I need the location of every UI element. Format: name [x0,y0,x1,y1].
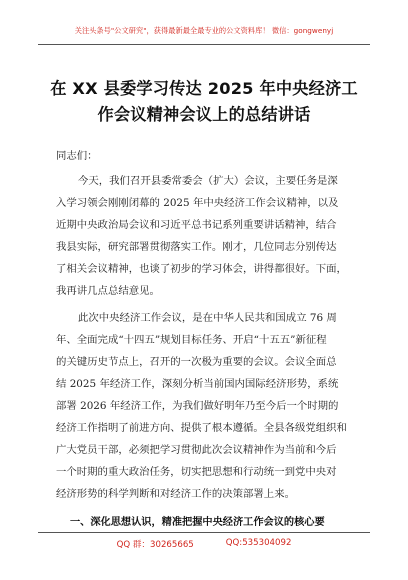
paragraph-line: 年、全面完成“十四五”规划目标任务、开启“十五五”新征程 [56,334,327,346]
footer-qq: QQ:535304092 [225,538,292,548]
footer [0,538,408,550]
paragraph-line: 广大党员干部，必须把学习贯彻此次会议精神作为当前和今后 [56,444,337,456]
header-banner [0,0,408,44]
footer-qq-group: QQ 群：30265665 [116,540,194,550]
paragraph-line: 此次中央经济工作会议，是在中华人民共和国成立 76 周 [78,312,337,324]
salutation: 同志们： [56,150,98,162]
paragraph-line: 一个时期的重大政治任务，切实把思想和行动统一到党中央对 [56,466,337,478]
paragraph-line: 近期中央政治局会议和习近平总书记系列重要讲话精神，结合 [56,219,337,231]
footer-divider [38,532,370,533]
paragraph-line: 的关键历史节点上，召开的一次极为重要的会议。会议全面总 [56,356,337,368]
title-line-1: 在 XX 县委学习传达 2025 年中央经济工 [50,79,358,98]
paragraph-line: 部署 2026 年经济工作，为我们做好明年乃至今后一个时期的 [56,400,339,412]
paragraph-line: 我再讲几点总结意见。 [56,285,160,297]
paragraph-line: 经济工作指明了前进方向、提供了根本遵循。全县各级党组织和 [56,422,347,434]
document-title [40,76,368,128]
paragraph-line: 结 2025 年经济工作，深刻分析当前国内国际经济形势，系统 [56,378,339,390]
paragraph-line: 了相关会议精神，也谈了初步的学习体会，讲得都很好。下面， [56,263,347,275]
header-banner-text: 关注头条号"公文研究"，获得最新最全最专业的公文资料库！ 微信：gongwenyj [74,26,334,35]
header-divider [38,44,370,45]
paragraph-line: 入学习领会刚刚闭幕的 2025 年中央经济工作会议精神，以及 [56,197,339,209]
section-heading: 一、深化思想认识，精准把握中央经济工作会议的核心要 [70,517,325,528]
paragraph-line: 我县实际，研究部署贯彻落实工作。刚才，几位同志分别传达 [56,241,337,253]
paragraph-line: 经济形势的科学判断和对经济工作的决策部署上来。 [56,488,295,500]
title-line-2: 作会议精神会议上的总结讲话 [97,105,311,124]
paragraph-line: 今天，我们召开县委常委会（扩大）会议，主要任务是深 [78,175,338,187]
